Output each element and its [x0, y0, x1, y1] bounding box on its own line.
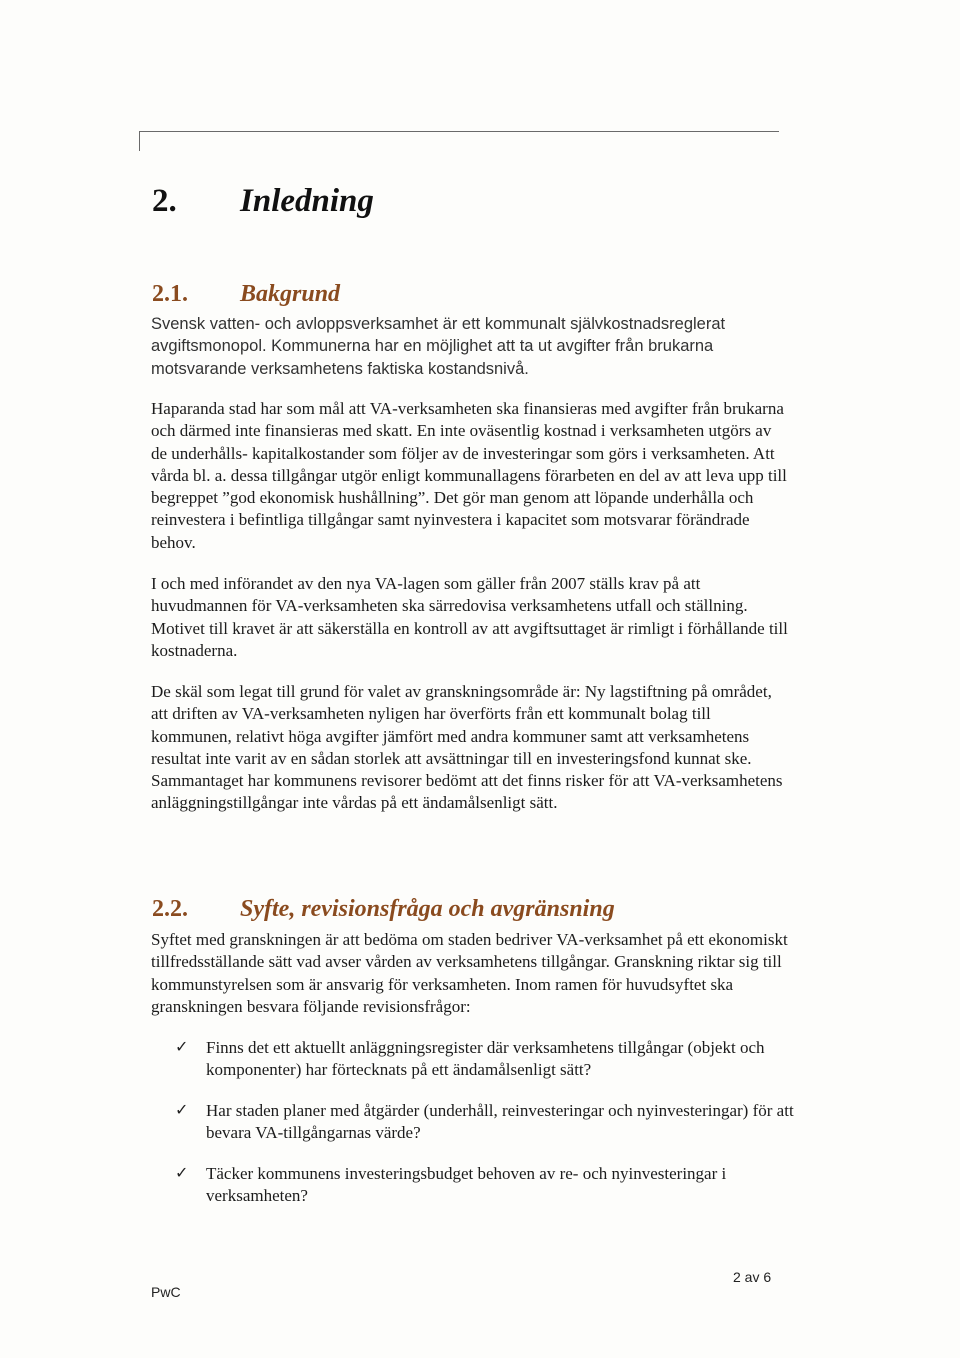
checkmark-icon: ✓ — [175, 1039, 189, 1056]
section-number: 2.2. — [152, 896, 188, 922]
page-number: 2 av 6 — [733, 1269, 772, 1285]
header-rule-tick — [139, 131, 140, 151]
checkmark-icon: ✓ — [175, 1165, 189, 1182]
paragraph: De skäl som legat till grund för valet av granskningsområde är: Ny lagstiftning på området, att driften av VA-verksamheten nyligen har överförts från ett kommunalt bolag till kommunen, relativt höga avgifter jämfört med andra kommuner samt att verksamhetens resultat inte varit av en sådan storlek att avsättningar till en investeringsfond kunnat ske. Sammantaget har kommunens revisorer bedömt att det finns risker för att VA-verksamhetens anläggningstillgångar inte vårdas på ett ändamålsenligt sätt. — [151, 682, 783, 813]
paragraph: Svensk vatten- och avloppsverksamhet är ett kommunalt självkostnadsreglerat avgiftsmonopol. Kommunerna har en möjlighet att ta ut avgifter från brukarna motsvarande verksamhetens faktiska kostandsnivå. — [151, 315, 726, 378]
paragraph: Haparanda stad har som mål att VA-verksamheten ska finansieras med avgifter från brukarna och därmed inte finansieras med skatt. En inte oväsentlig kostnad i verksamheten utgörs av de underhålls- kapitalkostander som följer av de investeringar som görs i verksamheten. Att vårda bl. a. dessa tillgångar utgör enligt kommunallagens förarbeten en del av att leva upp till begreppet ”god ekonomisk hushållning”. Det gör man genom att löpande underhålla och reinvestera i befintliga tillgångar samt nyinvestera i kapacitet som motsvarar förändrade behov. — [151, 399, 787, 552]
section-number: 2.1. — [152, 281, 188, 307]
paragraph: Syftet med granskningen är att bedöma om staden bedriver VA-verksamhet på ett ekonomiskt tillfredsställande sätt vad avser vården av verksamhetens tillgångar. Granskning riktar sig till kommunstyrelsen som är ansvarig för verksamheten. Inom ramen för huvudsyftet ska granskningen besvara följande revisionsfrågor: — [151, 930, 788, 1016]
list-item-text: Täcker kommunens investeringsbudget behoven av re- och nyinvesteringar i verksamheten? — [206, 1164, 727, 1206]
header-rule — [139, 131, 779, 132]
section-heading-purpose — [152, 896, 615, 923]
section-title: Bakgrund — [240, 281, 341, 307]
paragraph: I och med införandet av den nya VA-lagen som gäller från 2007 ställs krav på att huvudmannen för VA-verksamheten ska särredovisa verksamhetens utfall och ställning. Motivet till kravet är att säkerställa en kontroll av att avgiftsuttaget är rimligt i förhållande till kostnaderna. — [151, 574, 788, 660]
checkmark-icon: ✓ — [175, 1102, 189, 1119]
list-item-text: Finns det ett aktuellt anläggningsregister där verksamhetens tillgångar (objekt och komponenter) har förtecknats på ett ändamålsenligt sätt? — [206, 1038, 765, 1080]
list-item-text: Har staden planer med åtgärder (underhåll, reinvesteringar och nyinvesteringar) för att bevara VA-tillgångarnas värde? — [206, 1101, 794, 1143]
section-heading-background — [152, 281, 340, 308]
footer-org: PwC — [151, 1284, 181, 1300]
chapter-heading — [152, 183, 374, 220]
chapter-title: Inledning — [240, 183, 374, 219]
section-title: Syfte, revisionsfråga och avgränsning — [240, 896, 615, 922]
chapter-number: 2. — [152, 183, 177, 219]
